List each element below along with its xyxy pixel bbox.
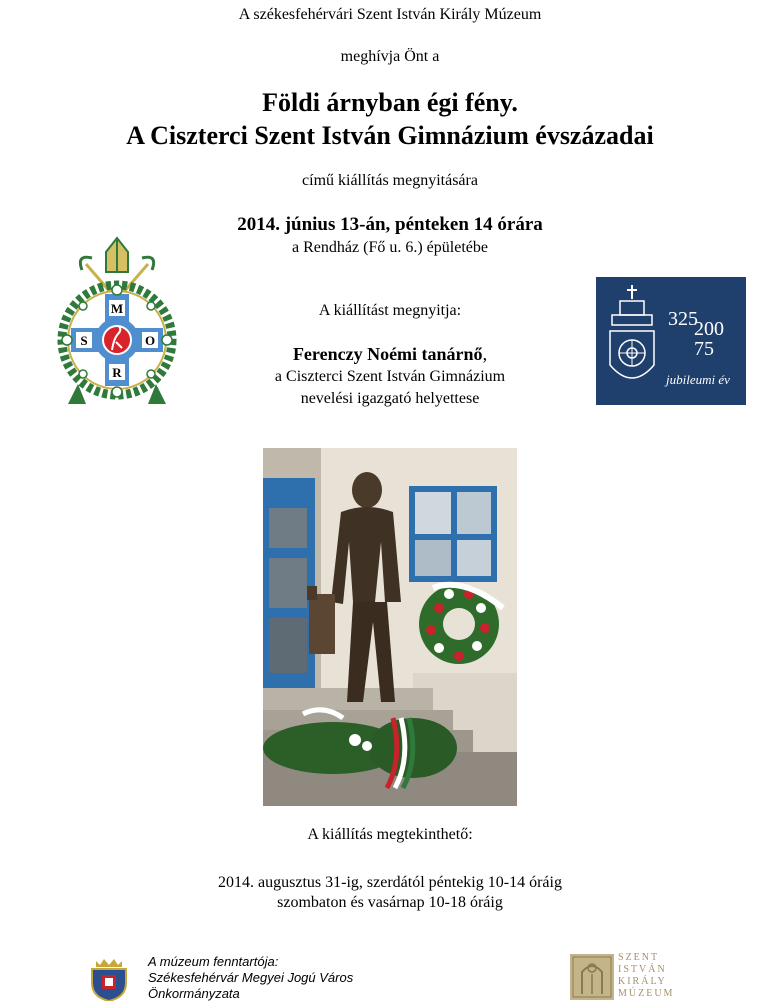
speaker-name: Ferenczy Noémi tanárnő — [292, 344, 483, 364]
museum-logo-word1: SZENT — [618, 952, 660, 963]
exhibition-subtitle: című kiállítás megnyitására — [302, 172, 478, 189]
museum-logo-word3: KIRÁLY — [618, 976, 667, 987]
jubilee-number-200: 200 — [694, 318, 724, 340]
museum-logo-word2: ISTVÁN — [618, 964, 667, 975]
emblem-letter-m: M — [110, 301, 124, 316]
jubilee-badge-icon — [602, 283, 662, 399]
maintainer-label: A múzeum fenntartója: — [148, 954, 279, 969]
statue-photo — [263, 448, 517, 806]
opening-date: 2014. június 13-án, pénteken 14 órára — [237, 214, 543, 235]
emblem-letter-o: O — [144, 333, 156, 348]
speaker-role-line2: nevelési igazgató helyettese — [300, 390, 480, 407]
emblem-letter-s: S — [80, 333, 88, 348]
visit-label: A kiállítás megtekinthető: — [307, 826, 473, 843]
opening-venue: a Rendház (Fő u. 6.) épületébe — [292, 239, 488, 256]
opened-by-label: A kiállítást megnyitja: — [318, 302, 462, 319]
cistercian-emblem-icon — [56, 234, 178, 410]
jubilee-badge — [596, 277, 746, 405]
emblem-letter-r: R — [112, 365, 122, 380]
speaker-comma: , — [482, 344, 488, 364]
invites-line: meghívja Önt a — [340, 48, 440, 65]
exhibition-title-line2: A Ciszterci Szent István Gimnázium évszázadai — [126, 121, 654, 150]
maintainer-city: Székesfehérvár Megyei Jogú Város — [148, 970, 354, 985]
exhibition-title-line1: Földi árnyban égi fény. — [262, 88, 518, 117]
jubilee-label: jubileumi év — [666, 372, 730, 387]
city-crest-icon — [88, 955, 130, 1001]
speaker-role-line1: a Ciszterci Szent István Gimnázium — [274, 368, 506, 385]
jubilee-number-75: 75 — [694, 338, 714, 360]
jubilee-number-325: 325 — [668, 308, 698, 330]
museum-logo-icon — [570, 954, 614, 1000]
museum-line: A székesfehérvári Szent István Király Múzeum — [238, 6, 542, 23]
museum-logo-word4: MÚZEUM — [618, 988, 675, 999]
visit-hours-line1: 2014. augusztus 31-ig, szerdától péntekig 10-14 óráig — [218, 874, 562, 891]
maintainer-council: Önkormányzata — [148, 986, 240, 1001]
visit-hours-line2: szombaton és vasárnap 10-18 óráig — [277, 894, 503, 911]
